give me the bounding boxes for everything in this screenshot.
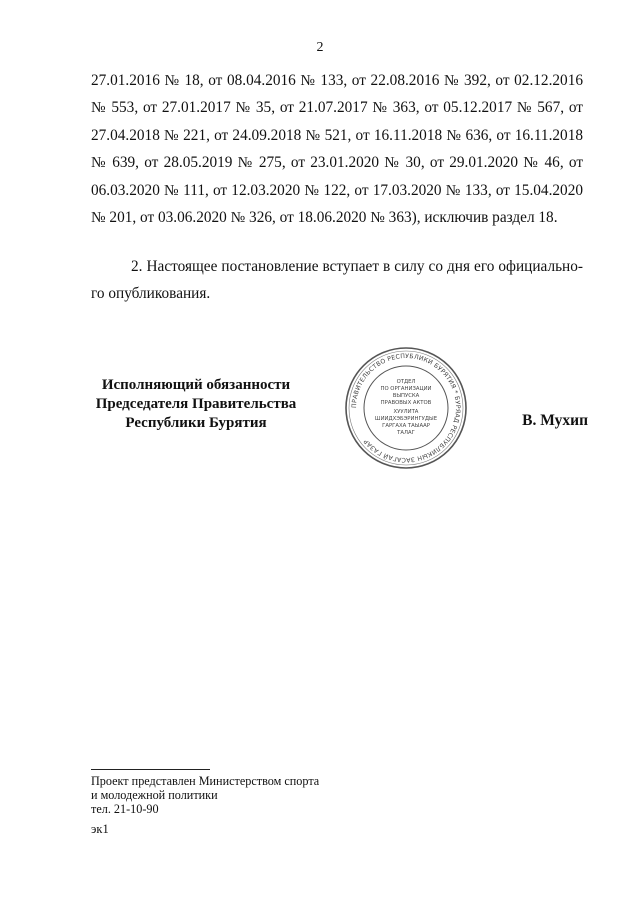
body-paragraph-1: 27.01.2016 № 18, от 08.04.2016 № 133, от 22.08.2016 № 392, от 02.12.2016 № 553, от 27.01.2017 № 35, от 21.07.2017 № 363, от 05.12.2017 № 567, от 27.04.2018 № 221, от 24.09.2018 № 521, от 16.11.2018 № 636, от 16.11.2018 № 639, от 28.05.2019 № 275, от 23.01.2020 № 30, от 29.01.2020 № 46, от 06.03.2020 № 111, от 12.03.2020 № 122, от 17.03.2020 № 133, от 15.04.2020 № 201, от 03.06.2020 № 326, от 18.06.2020 № 363), исключив раздел 18. — [91, 72, 583, 227]
signatory-title-line-3: Республики Бурятия — [125, 415, 267, 431]
document-code: эк1 — [91, 822, 109, 836]
footnote-line-1: Проект представлен Министерством спорта — [91, 774, 320, 788]
page-number: 2 — [316, 40, 324, 55]
body-paragraph-2: 2. Настоящее постановление вступает в силу со дня его официального опубликования. — [91, 258, 583, 303]
footnote-line-3: тел. 21-10-90 — [91, 802, 159, 816]
seal-center-line-4: ПРАВОВЫХ АКТОВ — [380, 400, 432, 406]
seal-center-line-7: ГАРГАХА ТАЫААР — [382, 423, 430, 429]
seal-center-line-8: ТАЛАГ — [397, 430, 415, 436]
signatory-title — [91, 376, 301, 433]
official-seal-stamp — [344, 346, 468, 470]
seal-center-line-6: ШИИДХЭБЭРИНГУДЫЕ — [374, 416, 438, 422]
svg-text:ПРАВИТЕЛЬСТВО РЕСПУБЛИКИ БУРЯТ — [351, 353, 461, 463]
seal-center-line-3: ВЫПУСКА — [392, 393, 420, 399]
signatory-title-line-2: Председателя Правительства — [95, 396, 297, 412]
footnote — [91, 774, 319, 816]
signatory-title-line-1: Исполняющий обязанности — [101, 377, 291, 393]
seal-ring-text: ПРАВИТЕЛЬСТВО РЕСПУБЛИКИ БУРЯТИЯ * БУРЯАД РЕСПУБЛИКЫН ЗАСАГАЙ ГАЗАР — [350, 352, 462, 464]
footnote-line-2: и молодежной политики — [91, 788, 218, 802]
footnote-divider — [91, 769, 210, 770]
seal-center-line-2: ПО ОРГАНИЗАЦИИ — [380, 386, 432, 392]
seal-center-line-5: ХУУЛИТА — [393, 409, 419, 415]
signatory-name: В. Мухип — [522, 412, 588, 429]
seal-center-line-1: ОТДЕЛ — [396, 379, 416, 385]
